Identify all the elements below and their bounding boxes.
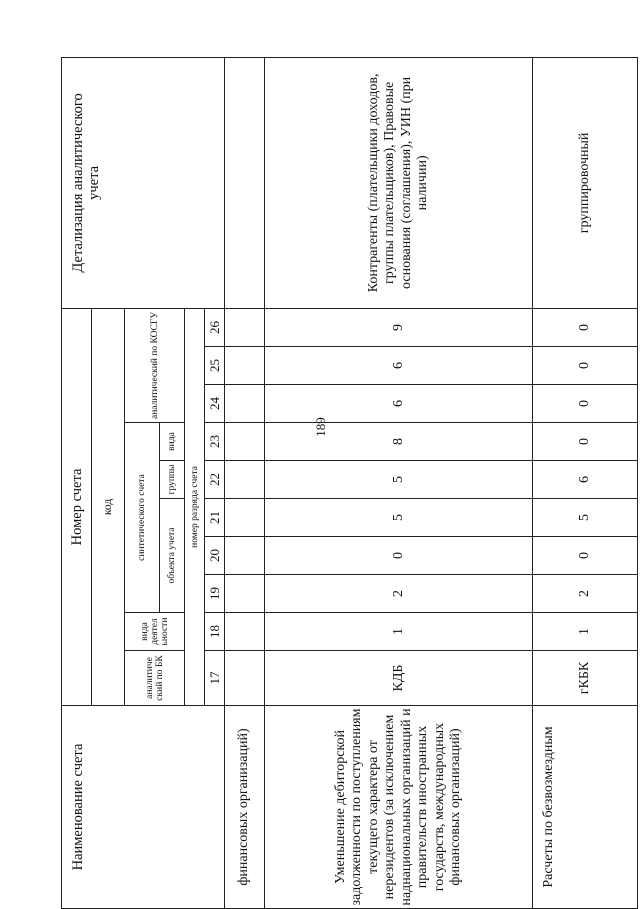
row-name: Расчеты по безвозмездным (533, 706, 638, 909)
digit-25: 25 (205, 347, 225, 385)
digit-22: 22 (205, 461, 225, 499)
table-row (265, 57, 533, 908)
row-digit (225, 575, 265, 613)
header-name: Наименование счета (62, 706, 225, 909)
header-group: группы (160, 461, 185, 499)
row-digit: 6 (533, 461, 638, 499)
row-digit: 6 (265, 347, 533, 385)
rotated-table-wrapper (61, 62, 637, 909)
header-analytic-kosgu: аналитический по КОСГУ (125, 308, 185, 422)
header-digit-number: номер разряда счета (185, 308, 205, 705)
digit-21: 21 (205, 499, 225, 537)
row-digit: 8 (265, 423, 533, 461)
row-digit (225, 499, 265, 537)
digit-17: 17 (205, 651, 225, 706)
row-digit: 0 (533, 308, 638, 346)
row-digit: 5 (265, 461, 533, 499)
row-digit (225, 423, 265, 461)
row-digit: 0 (533, 537, 638, 575)
header-kind: вида (160, 423, 185, 461)
row-digit (225, 651, 265, 706)
row-detail: группировочный (533, 57, 638, 308)
row-digit: 0 (533, 423, 638, 461)
row-digit: 1 (265, 613, 533, 651)
row-digit (225, 461, 265, 499)
row-digit (225, 385, 265, 423)
row-digit: КДБ (265, 651, 533, 706)
row-name: Уменьшение дебиторской задолженности по поступлениям текущего характера от нерезидентов (за исключением наднациональных организаций и правительств иностранных государств, международных финансовых организаций) (265, 706, 533, 909)
digit-24: 24 (205, 385, 225, 423)
header-account-object: объекта учета (160, 499, 185, 613)
row-detail (225, 57, 265, 308)
row-digit: 2 (265, 575, 533, 613)
table-row (225, 57, 265, 908)
header-synthetic: синтетического счета (125, 423, 160, 613)
digit-26: 26 (205, 308, 225, 346)
row-digit: 2 (533, 575, 638, 613)
header-number: Номер счета (62, 308, 92, 705)
row-digit (225, 347, 265, 385)
header-detail: Детализация аналитического учета (62, 57, 225, 308)
header-analytic-bk: аналитиче ский по БК (125, 651, 185, 706)
row-digit: 5 (533, 499, 638, 537)
header-kod: код (92, 308, 125, 705)
header-activity-type: вида деятел ьности (125, 613, 185, 651)
digit-23: 23 (205, 423, 225, 461)
row-name: финансовых организаций) (225, 706, 265, 909)
row-digit (225, 308, 265, 346)
row-digit: 9 (265, 308, 533, 346)
row-digit: 0 (533, 385, 638, 423)
row-digit: гКБК (533, 651, 638, 706)
row-digit (225, 537, 265, 575)
row-digit (225, 613, 265, 651)
page-number: 189 (313, 417, 328, 437)
row-digit: 0 (533, 347, 638, 385)
row-digit: 0 (265, 537, 533, 575)
row-detail: Контрагенты (плательщики доходов, группы плательщиков), Правовые основания (соглашения), УИН (при наличии) (265, 57, 533, 308)
digit-20: 20 (205, 537, 225, 575)
row-digit: 6 (265, 385, 533, 423)
account-table (61, 57, 638, 909)
table-row (533, 57, 638, 908)
digit-18: 18 (205, 613, 225, 651)
row-digit: 1 (533, 613, 638, 651)
digit-19: 19 (205, 575, 225, 613)
row-digit: 5 (265, 499, 533, 537)
